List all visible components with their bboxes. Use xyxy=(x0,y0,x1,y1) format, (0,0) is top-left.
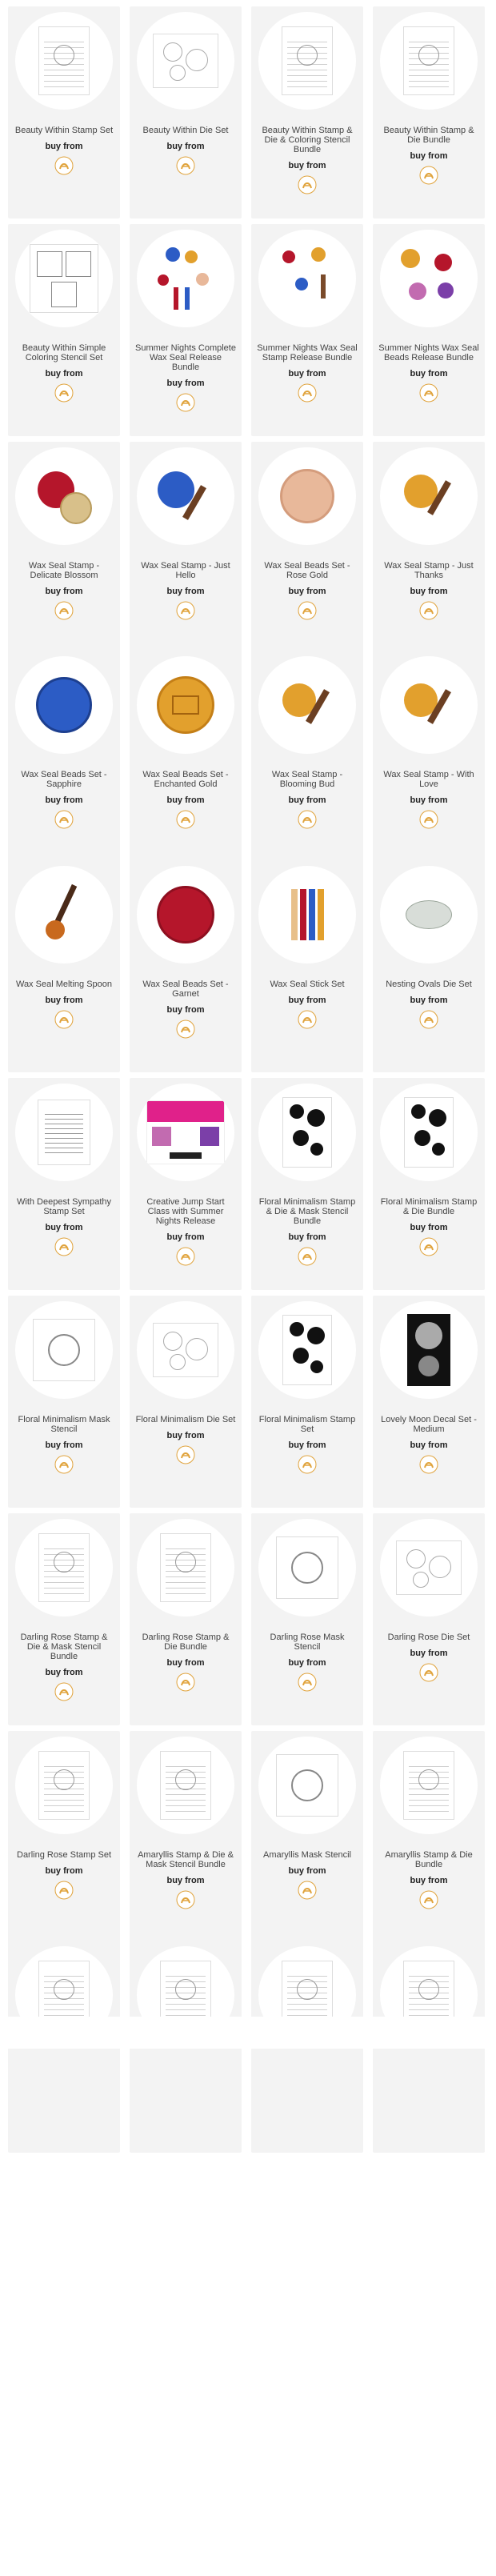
product-title[interactable]: With Deepest Sympathy Stamp Set xyxy=(17,1197,111,1216)
store-logo-icon[interactable] xyxy=(298,810,317,829)
buy-from-label: buy from xyxy=(45,996,83,1005)
product-title[interactable]: Wax Seal Beads Set - Sapphire xyxy=(21,770,107,789)
store-logo-icon[interactable] xyxy=(54,1010,74,1029)
buy-from-label: buy from xyxy=(288,587,326,596)
product-card[interactable] xyxy=(373,442,485,654)
store-logo-icon[interactable] xyxy=(419,383,438,403)
product-image[interactable] xyxy=(137,656,234,754)
store-logo-icon[interactable] xyxy=(298,383,317,403)
store-logo-icon[interactable] xyxy=(54,156,74,175)
product-title[interactable]: Nesting Ovals Die Set xyxy=(386,980,472,989)
product-title[interactable]: Summer Nights Wax Seal Stamp Release Bundle xyxy=(257,343,358,363)
store-logo-icon[interactable] xyxy=(54,810,74,829)
product-title[interactable]: Darling Rose Stamp & Die & Mask Stencil Bundle xyxy=(20,1633,108,1661)
buy-from-label: buy from xyxy=(45,1223,83,1232)
product-title[interactable]: Darling Rose Die Set xyxy=(387,1633,470,1642)
buy-from-label: buy from xyxy=(288,161,326,170)
buy-from-label: buy from xyxy=(166,142,205,151)
product-card[interactable] xyxy=(130,860,242,1072)
store-logo-icon[interactable] xyxy=(54,1237,74,1256)
product-image[interactable] xyxy=(258,12,356,110)
buy-from-label: buy from xyxy=(410,795,448,805)
buy-from-label: buy from xyxy=(410,151,448,161)
product-card[interactable] xyxy=(251,1296,363,1508)
store-logo-icon[interactable] xyxy=(176,1020,195,1039)
product-image[interactable] xyxy=(258,656,356,754)
buy-from-label: buy from xyxy=(45,587,83,596)
product-card[interactable] xyxy=(8,1078,120,1290)
product-card[interactable] xyxy=(8,1513,120,1725)
store-logo-icon[interactable] xyxy=(298,1455,317,1474)
product-image[interactable] xyxy=(258,1084,356,1181)
store-logo-icon[interactable] xyxy=(176,810,195,829)
buy-from-label: buy from xyxy=(166,1876,205,1885)
product-image[interactable] xyxy=(380,230,478,327)
store-logo-icon[interactable] xyxy=(176,1673,195,1692)
store-logo-icon[interactable] xyxy=(54,601,74,620)
product-image[interactable] xyxy=(380,1519,478,1617)
product-image[interactable] xyxy=(137,1301,234,1399)
store-logo-icon[interactable] xyxy=(54,1682,74,1701)
product-card[interactable] xyxy=(251,442,363,654)
store-logo-icon[interactable] xyxy=(298,1881,317,1900)
product-title[interactable]: Amaryllis Stamp & Die Bundle xyxy=(385,1850,473,1869)
buy-from-label: buy from xyxy=(166,1232,205,1242)
product-card[interactable] xyxy=(130,442,242,654)
buy-from-label: buy from xyxy=(410,1440,448,1450)
store-logo-icon[interactable] xyxy=(419,1663,438,1682)
store-logo-icon[interactable] xyxy=(298,1673,317,1692)
product-card[interactable] xyxy=(373,224,485,436)
product-title[interactable]: Darling Rose Stamp & Die Bundle xyxy=(142,1633,230,1652)
buy-from-label: buy from xyxy=(166,1658,205,1668)
product-card[interactable] xyxy=(130,651,242,863)
product-title[interactable]: Wax Seal Beads Set - Garnet xyxy=(142,980,229,999)
product-image[interactable] xyxy=(15,866,113,963)
product-image[interactable] xyxy=(258,866,356,963)
store-logo-icon[interactable] xyxy=(176,393,195,412)
store-logo-icon[interactable] xyxy=(298,175,317,194)
product-image[interactable] xyxy=(15,656,113,754)
product-image[interactable] xyxy=(258,447,356,545)
product-image[interactable] xyxy=(15,12,113,110)
product-image[interactable] xyxy=(137,866,234,963)
product-card[interactable] xyxy=(130,1513,242,1725)
product-title[interactable]: Wax Seal Stamp - Just Thanks xyxy=(384,561,474,580)
product-card[interactable] xyxy=(251,6,363,218)
buy-from-label: buy from xyxy=(45,1866,83,1876)
product-title[interactable]: Beauty Within Stamp Set xyxy=(14,126,114,135)
buy-from-label: buy from xyxy=(410,369,448,379)
buy-from-label: buy from xyxy=(166,1005,205,1015)
product-title[interactable]: Summer Nights Complete Wax Seal Release Bundle xyxy=(135,343,236,372)
store-logo-icon[interactable] xyxy=(419,1237,438,1256)
product-card[interactable] xyxy=(8,442,120,654)
product-title[interactable]: Wax Seal Stamp - Just Hello xyxy=(141,561,230,580)
product-title[interactable]: Lovely Moon Decal Set - Medium xyxy=(381,1415,477,1434)
product-card[interactable] xyxy=(8,224,120,436)
store-logo-icon[interactable] xyxy=(176,156,195,175)
product-title[interactable]: Darling Rose Mask Stencil xyxy=(270,1633,345,1652)
product-title[interactable]: Wax Seal Stamp - Blooming Bud xyxy=(271,770,343,789)
product-card[interactable] xyxy=(8,651,120,863)
product-title[interactable]: Amaryllis Stamp & Die & Mask Stencil Bundle xyxy=(138,1850,234,1869)
product-title[interactable]: Creative Jump Start Class with Summer Nights Release xyxy=(146,1197,225,1226)
product-card[interactable] xyxy=(8,1296,120,1508)
product-image[interactable] xyxy=(15,230,113,327)
buy-from-label: buy from xyxy=(45,142,83,151)
store-logo-icon[interactable] xyxy=(298,1247,317,1266)
product-image[interactable] xyxy=(15,1737,113,1834)
store-logo-icon[interactable] xyxy=(419,1010,438,1029)
store-logo-icon[interactable] xyxy=(176,601,195,620)
product-title[interactable]: Floral Minimalism Stamp Set xyxy=(258,1415,356,1434)
product-card[interactable] xyxy=(8,860,120,1072)
product-title[interactable]: Floral Minimalism Mask Stencil xyxy=(18,1415,110,1434)
product-card[interactable] xyxy=(251,860,363,1072)
buy-from-label: buy from xyxy=(166,587,205,596)
store-logo-icon[interactable] xyxy=(419,1890,438,1909)
product-card[interactable] xyxy=(251,651,363,863)
product-image[interactable] xyxy=(137,12,234,110)
product-title[interactable]: Amaryllis Mask Stencil xyxy=(262,1850,352,1860)
product-image[interactable] xyxy=(380,1301,478,1399)
store-logo-icon[interactable] xyxy=(419,1455,438,1474)
buy-from-label: buy from xyxy=(166,795,205,805)
product-title[interactable]: Beauty Within Stamp & Die & Coloring Stencil Bundle xyxy=(262,126,353,154)
product-title[interactable]: Beauty Within Simple Coloring Stencil Set xyxy=(22,343,106,363)
buy-from-label: buy from xyxy=(288,795,326,805)
buy-from-label: buy from xyxy=(288,996,326,1005)
store-logo-icon[interactable] xyxy=(176,1445,195,1464)
product-card[interactable] xyxy=(373,1731,485,1943)
product-title[interactable]: Beauty Within Die Set xyxy=(142,126,229,135)
buy-from-label: buy from xyxy=(410,1649,448,1658)
product-image[interactable] xyxy=(137,1084,234,1181)
store-logo-icon[interactable] xyxy=(419,166,438,185)
product-image[interactable] xyxy=(15,1301,113,1399)
product-title[interactable]: Wax Seal Stamp - With Love xyxy=(383,770,474,789)
buy-from-label: buy from xyxy=(410,1223,448,1232)
product-image[interactable] xyxy=(380,12,478,110)
product-card[interactable] xyxy=(130,1078,242,1290)
product-image[interactable] xyxy=(380,1084,478,1181)
product-image[interactable] xyxy=(258,1519,356,1617)
product-title[interactable]: Wax Seal Beads Set - Rose Gold xyxy=(264,561,350,580)
product-card[interactable] xyxy=(373,651,485,863)
product-image[interactable] xyxy=(137,1519,234,1617)
product-image[interactable] xyxy=(15,1084,113,1181)
product-card[interactable] xyxy=(251,1078,363,1290)
product-card[interactable] xyxy=(8,6,120,218)
product-card[interactable] xyxy=(130,1731,242,1943)
buy-from-label: buy from xyxy=(288,369,326,379)
buy-from-label: buy from xyxy=(45,369,83,379)
product-card[interactable] xyxy=(373,1296,485,1508)
product-image[interactable] xyxy=(137,230,234,327)
product-image[interactable] xyxy=(15,447,113,545)
product-image[interactable] xyxy=(380,447,478,545)
buy-from-label: buy from xyxy=(410,1876,448,1885)
buy-from-label: buy from xyxy=(288,1658,326,1668)
product-image[interactable] xyxy=(380,656,478,754)
product-image[interactable] xyxy=(380,1737,478,1834)
product-title[interactable]: Beauty Within Stamp & Die Bundle xyxy=(383,126,474,145)
store-logo-icon[interactable] xyxy=(54,1455,74,1474)
product-image[interactable] xyxy=(258,1301,356,1399)
product-title[interactable]: Floral Minimalism Stamp & Die & Mask Stencil Bundle xyxy=(258,1197,356,1226)
product-image[interactable] xyxy=(15,1519,113,1617)
buy-from-label: buy from xyxy=(410,996,448,1005)
product-card[interactable] xyxy=(8,1731,120,1943)
product-title[interactable]: Wax Seal Stick Set xyxy=(270,980,345,989)
product-card[interactable] xyxy=(251,1731,363,1943)
product-image[interactable] xyxy=(258,230,356,327)
product-title[interactable]: Wax Seal Beads Set - Enchanted Gold xyxy=(142,770,229,789)
product-card[interactable] xyxy=(251,1513,363,1725)
store-logo-icon[interactable] xyxy=(176,1247,195,1266)
store-logo-icon[interactable] xyxy=(54,383,74,403)
product-image[interactable] xyxy=(258,1737,356,1834)
product-card[interactable] xyxy=(373,1513,485,1725)
store-logo-icon[interactable] xyxy=(419,601,438,620)
product-title[interactable]: Floral Minimalism Die Set xyxy=(135,1415,236,1424)
buy-from-label: buy from xyxy=(410,587,448,596)
store-logo-icon[interactable] xyxy=(54,1881,74,1900)
product-title[interactable]: Wax Seal Melting Spoon xyxy=(15,980,113,989)
buy-from-label: buy from xyxy=(288,1440,326,1450)
buy-from-label: buy from xyxy=(45,795,83,805)
page-bottom xyxy=(0,2017,496,2049)
store-logo-icon[interactable] xyxy=(298,601,317,620)
buy-from-label: buy from xyxy=(45,1440,83,1450)
product-card[interactable] xyxy=(373,860,485,1072)
product-title[interactable]: Wax Seal Stamp - Delicate Blossom xyxy=(28,561,100,580)
store-logo-icon[interactable] xyxy=(176,1890,195,1909)
buy-from-label: buy from xyxy=(166,1431,205,1440)
buy-from-label: buy from xyxy=(288,1866,326,1876)
product-card[interactable] xyxy=(251,224,363,436)
buy-from-label: buy from xyxy=(166,379,205,388)
store-logo-icon[interactable] xyxy=(419,810,438,829)
product-image[interactable] xyxy=(137,447,234,545)
product-card[interactable] xyxy=(130,6,242,218)
product-title[interactable]: Floral Minimalism Stamp & Die Bundle xyxy=(380,1197,478,1216)
product-image[interactable] xyxy=(380,866,478,963)
buy-from-label: buy from xyxy=(45,1668,83,1677)
buy-from-label: buy from xyxy=(288,1232,326,1242)
product-title[interactable]: Darling Rose Stamp Set xyxy=(17,1850,111,1860)
product-card[interactable] xyxy=(373,1078,485,1290)
store-logo-icon[interactable] xyxy=(298,1010,317,1029)
product-card[interactable] xyxy=(130,224,242,436)
product-title[interactable]: Summer Nights Wax Seal Beads Release Bundle xyxy=(378,343,479,363)
product-image[interactable] xyxy=(137,1737,234,1834)
product-card[interactable] xyxy=(130,1296,242,1508)
product-card[interactable] xyxy=(373,6,485,218)
